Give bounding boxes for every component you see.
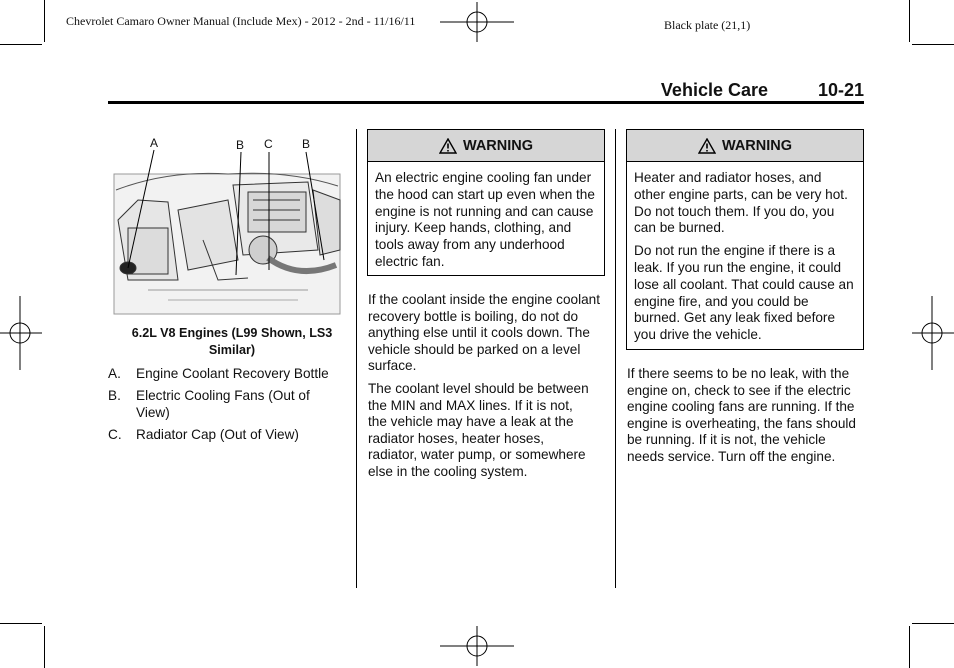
middle-text xyxy=(368,292,606,481)
body-paragraph: If there seems to be no leak, with the engine on, check to see if the electric engine cooling fans are running. If the engine is overheating, the fans should be running. If it is not, the vehicle needs service. Turn off the engine. xyxy=(627,366,856,464)
legend-item xyxy=(108,366,356,382)
column-divider xyxy=(356,129,357,588)
legend-key: B. xyxy=(108,388,121,404)
callout-b: B xyxy=(236,138,245,152)
header-rule xyxy=(108,101,864,104)
registration-mark-icon xyxy=(440,2,514,42)
print-header-right: Black plate (21,1) xyxy=(664,18,751,32)
legend-text: Radiator Cap (Out of View) xyxy=(136,427,299,443)
warning-paragraph: An electric engine cooling fan under the hood can start up even when the engine is not running and can cause injury. Keep hands, clothing, and tools away from any underhood electric fan. xyxy=(375,170,595,269)
crop-mark xyxy=(909,626,910,668)
warning-paragraph: Do not run the engine if there is a leak. If you run the engine, it could lose all coolant. That could cause an engine fire, and you could be burned. Get any leak fixed before you drive the vehicle. xyxy=(634,243,854,343)
crop-mark xyxy=(0,44,42,45)
warning-box xyxy=(626,129,864,350)
section-header xyxy=(108,80,864,102)
warning-body xyxy=(368,162,604,271)
registration-mark-icon xyxy=(912,296,954,370)
print-header-left: Chevrolet Camaro Owner Manual (Include Mex) - 2012 - 2nd - 11/16/11 xyxy=(66,14,416,28)
legend-item xyxy=(108,427,356,443)
crop-mark xyxy=(909,0,910,42)
figure-legend xyxy=(108,366,356,450)
legend-text: Electric Cooling Fans (Out of View) xyxy=(136,388,310,420)
column-divider xyxy=(615,129,616,588)
callout-a: A xyxy=(150,136,159,150)
legend-text: Engine Coolant Recovery Bottle xyxy=(136,366,329,381)
engine-illustration xyxy=(108,130,348,320)
right-text xyxy=(627,366,863,466)
section-title: Vehicle Care xyxy=(660,80,768,100)
warning-triangle-icon xyxy=(698,138,716,154)
crop-mark xyxy=(912,44,954,45)
warning-header xyxy=(368,130,604,162)
page-number: 10-21 xyxy=(817,80,864,100)
figure-caption: 6.2L V8 Engines (L99 Shown, LS3 Similar) xyxy=(131,326,333,357)
registration-mark-icon xyxy=(440,626,514,666)
crop-mark xyxy=(44,626,45,668)
body-paragraph: The coolant level should be between the MIN and MAX lines. If it is not, the vehicle may have a leak at the radiator hoses, heater hoses, radiator, water pump, or somewhere else in the cooling system. xyxy=(368,380,589,479)
body-paragraph: If the coolant inside the engine coolant recovery bottle is boiling, do not do anything else until it cools down. The vehicle should be parked on a level surface. xyxy=(368,292,601,374)
crop-mark xyxy=(44,0,45,42)
legend-key: A. xyxy=(108,366,121,381)
legend-key: C. xyxy=(108,427,122,443)
crop-mark xyxy=(0,623,42,624)
registration-mark-icon xyxy=(0,296,42,370)
warning-body xyxy=(627,162,863,344)
callout-c: C xyxy=(264,137,273,151)
warning-triangle-icon xyxy=(439,138,457,154)
callout-b-2: B xyxy=(302,137,311,151)
warning-paragraph: Heater and radiator hoses, and other engine parts, can be very hot. Do not touch them. If you do, you can be burned. xyxy=(634,170,848,236)
crop-mark xyxy=(912,623,954,624)
engine-figure xyxy=(108,130,348,320)
legend-item xyxy=(108,388,356,421)
warning-title: WARNING xyxy=(721,137,793,154)
warning-box xyxy=(367,129,605,276)
warning-title: WARNING xyxy=(462,137,534,154)
warning-header xyxy=(627,130,863,162)
